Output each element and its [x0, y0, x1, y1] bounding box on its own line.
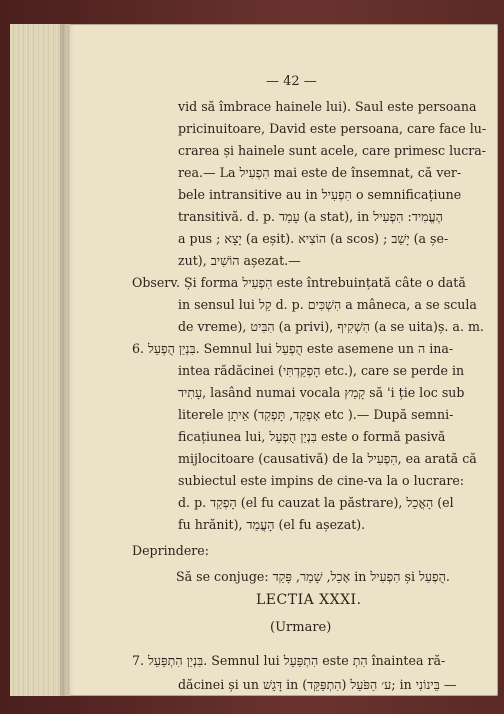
- lesson-subtitle: (Urmare): [270, 620, 332, 635]
- text-line: crarea și hainele sunt acele, care primesc lucra-: [178, 143, 487, 158]
- text-line: literele אֵיתָן (אָפְקַד, תָּפְקַד etc ).— După semni-: [178, 407, 454, 422]
- lesson-title: LECTIA XXXI.: [256, 592, 362, 608]
- text-line: fu hrănit), הָעֳמַד (el fu așezat).: [178, 517, 366, 532]
- text-line: zut), הוֹשִׁיב așezat.—: [178, 253, 301, 268]
- text-line: vid să îmbrace hainele lui). Saul este persoana: [178, 99, 477, 114]
- text-line: 7. בִּנְיַן הִתְפַּעֵל. Semnul lui הִתְפַּעֵל este הִתְ înaintea ră-: [132, 653, 446, 668]
- text-line: Să se conjuge: אָכַל, שָׁמַר, פָּקַד in הִפְעִיל și הֻפְעַל.: [176, 569, 450, 584]
- text-line: subiectul este impins de cine-va la o lucrare:: [178, 473, 465, 488]
- text-line: עָתִיד, lasând numai vocala קָמַץ să 'i ție loc sub: [178, 385, 465, 400]
- text-line: intea rădăcinei (הָפְקַדְתִּי etc.), care se perde in: [178, 363, 465, 378]
- text-line: ficațiunea lui, בִּנְיַן הֻפְעַל este o formă pasivă: [178, 429, 446, 444]
- text-line: Observ. Și forma הִפְעִיל este întrebuințată câte o dată: [132, 275, 466, 290]
- text-line: bele intransitive au in הִפְעִיל o semnificațiune: [178, 187, 462, 202]
- text-line: pricinuitoare, David este persoana, care face lu-: [178, 121, 487, 136]
- text-line: de vreme), הִבִּיט (a privi), הִשְׁקִיף (a se uita)ș. a. m.: [178, 319, 484, 334]
- text-line: transitivă. d. p. עָמַד (a stat), in הֶעֱמִיד: הִפְעִיל: [178, 209, 443, 224]
- text-line: d. p. הָפְקַד (el fu cauzat la păstrare), הָאֳכַל (el: [178, 495, 454, 510]
- text-line: Deprindere:: [132, 543, 210, 558]
- text-line: in sensul lui קַל d. p. הִשְׁכִּים a mâneca, a se scula: [178, 297, 477, 312]
- gutter-shadow: [60, 24, 74, 696]
- text-line: dăcinei și un דָּגֵשׁ in ע׳ הַפֹּעַל (הִתְפַּקֵּד); in בֵּינוֹנִי —: [178, 677, 457, 692]
- text-line: 6. בִּנְיַן הֻפְעַל. Semnul lui הֻפְעַל este asemene un ה ina-: [132, 341, 454, 356]
- text-line: mijlocitoare (causativă) de la הִפְעִיל, ea arată că: [178, 451, 477, 466]
- page-number: — 42 —: [266, 74, 317, 89]
- text-line: rea.— La הִפְעִיל mai este de însemnat, că ver-: [178, 165, 462, 180]
- text-line: a pus ; יָצָא (a eșit). הוֹצִיא (a scos) ; יָשַׁב (a șe-: [178, 231, 449, 246]
